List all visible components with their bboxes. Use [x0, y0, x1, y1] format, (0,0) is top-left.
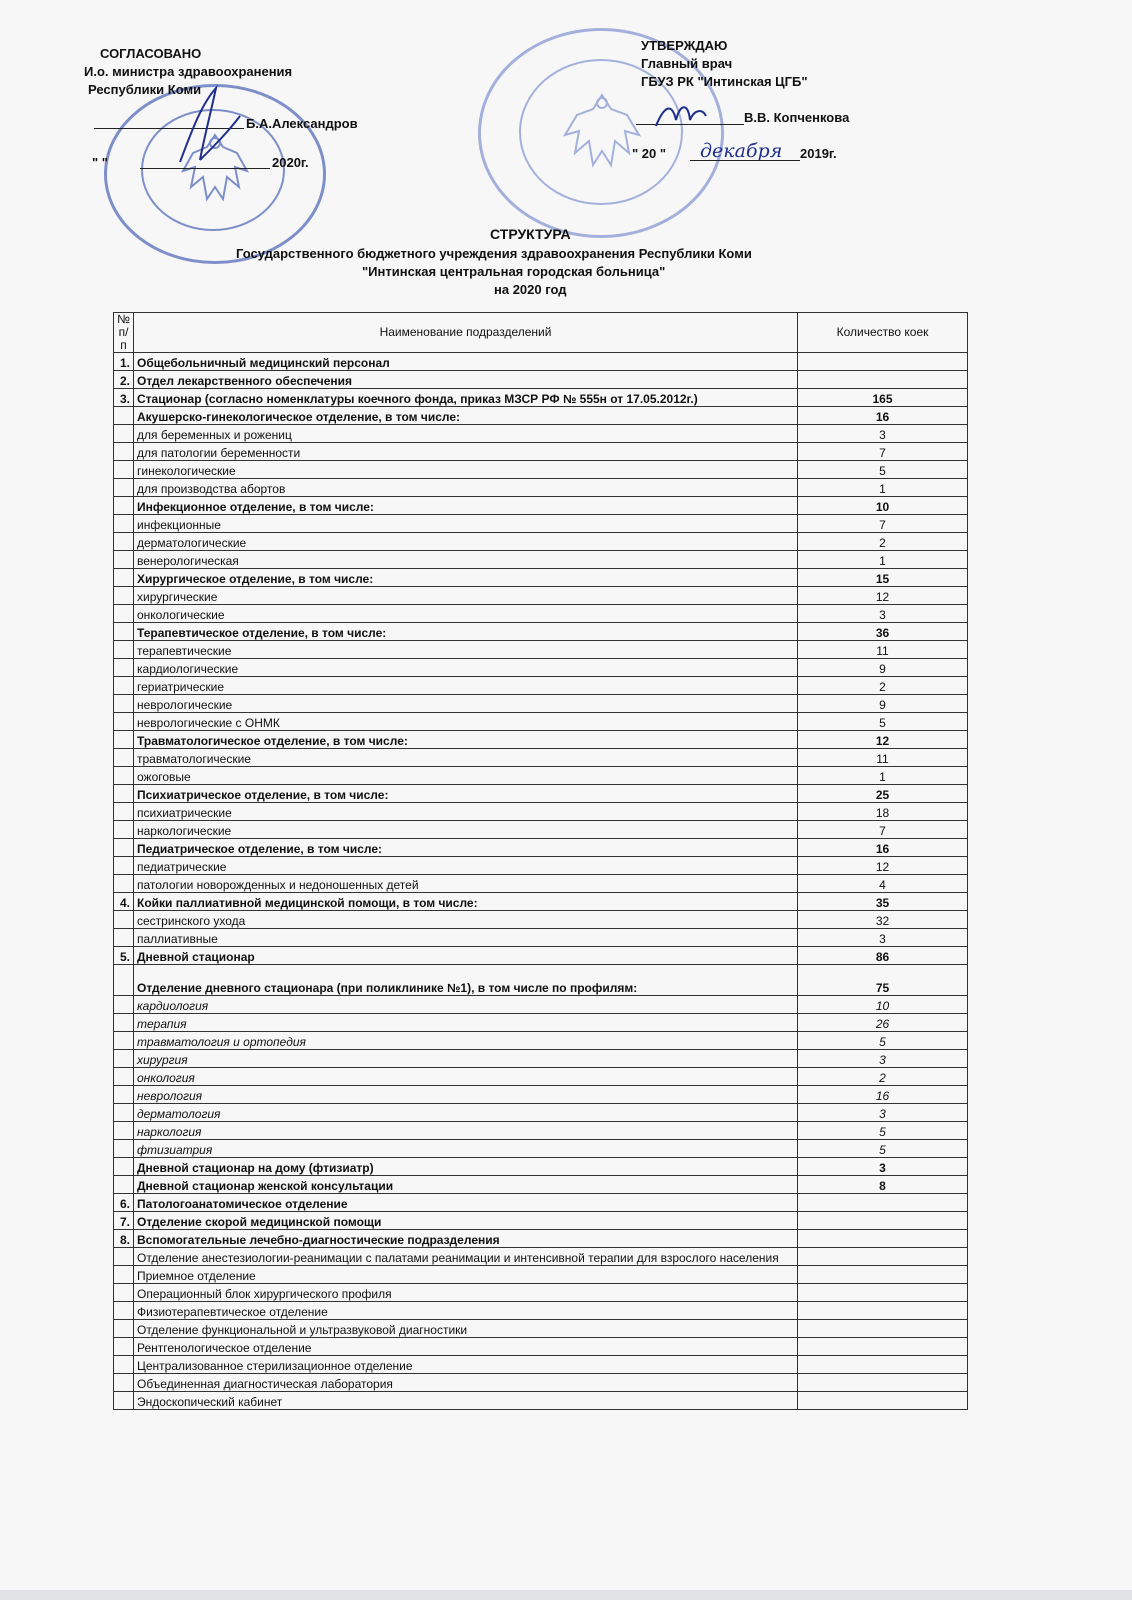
row-number: [114, 551, 134, 569]
table-row: [114, 1230, 968, 1248]
table-row: [114, 1212, 968, 1230]
row-number: [114, 996, 134, 1014]
row-count: 1: [798, 551, 968, 569]
table-row: [114, 857, 968, 875]
table-row: [114, 803, 968, 821]
table-row: [114, 1086, 968, 1104]
agreed-date-line: [140, 168, 270, 169]
row-number: [114, 1356, 134, 1374]
row-number: [114, 1374, 134, 1392]
row-count: 3: [798, 929, 968, 947]
table-row: [114, 641, 968, 659]
row-number: [114, 497, 134, 515]
table-header-row: [114, 313, 968, 353]
row-number: [114, 1158, 134, 1176]
table-row: [114, 497, 968, 515]
row-name: онкология: [134, 1068, 798, 1086]
row-count: 5: [798, 713, 968, 731]
row-name: для беременных и рожениц: [134, 425, 798, 443]
row-number: [114, 839, 134, 857]
row-number: [114, 425, 134, 443]
row-count: 25: [798, 785, 968, 803]
table-row: [114, 1140, 968, 1158]
row-name: Эндоскопический кабинет: [134, 1392, 798, 1410]
row-number: [114, 587, 134, 605]
row-count: 5: [798, 1032, 968, 1050]
row-name: Физиотерапевтическое отделение: [134, 1302, 798, 1320]
table-row: [114, 1194, 968, 1212]
document-subtitle-line1: Государственного бюджетного учреждения здравоохранения Республики Коми: [236, 246, 752, 261]
row-count: 12: [798, 587, 968, 605]
row-number: [114, 713, 134, 731]
header-name: Наименование подразделений: [134, 313, 798, 353]
row-count: 16: [798, 407, 968, 425]
row-count: [798, 1212, 968, 1230]
table-row: [114, 1050, 968, 1068]
row-count: 3: [798, 1050, 968, 1068]
row-number: [114, 929, 134, 947]
row-name: Инфекционное отделение, в том числе:: [134, 497, 798, 515]
row-number: [114, 749, 134, 767]
table-row: [114, 731, 968, 749]
row-number: [114, 569, 134, 587]
structure-table: [113, 312, 968, 1410]
row-name: Отделение анестезиологии-реанимации с палатами реанимации и интенсивной терапии для взрослого населения: [134, 1248, 798, 1266]
row-name: Отделение дневного стационара (при поликлинике №1), в том числе по профилям:: [134, 965, 798, 996]
table-row: [114, 947, 968, 965]
seal-bird-emblem-icon: [557, 87, 647, 183]
row-count: 9: [798, 695, 968, 713]
table-row: [114, 1338, 968, 1356]
row-count: [798, 1230, 968, 1248]
document-title: СТРУКТУРА: [490, 226, 571, 242]
table-row: [114, 1284, 968, 1302]
row-count: 165: [798, 389, 968, 407]
row-count: 3: [798, 605, 968, 623]
row-number: [114, 1014, 134, 1032]
table-row: [114, 1176, 968, 1194]
table-body: [114, 353, 968, 1410]
approved-signature-mark: [650, 96, 710, 136]
table-row: [114, 389, 968, 407]
table-row: [114, 659, 968, 677]
table-row: [114, 533, 968, 551]
row-number: 2.: [114, 371, 134, 389]
table-row: [114, 1374, 968, 1392]
row-number: [114, 695, 134, 713]
row-name: хирургия: [134, 1050, 798, 1068]
row-count: 16: [798, 839, 968, 857]
table-row: [114, 1032, 968, 1050]
row-number: [114, 659, 134, 677]
table-row: [114, 1356, 968, 1374]
table-row: [114, 839, 968, 857]
row-number: [114, 461, 134, 479]
row-name: Вспомогательные лечебно-диагностические подразделения: [134, 1230, 798, 1248]
row-number: 7.: [114, 1212, 134, 1230]
row-name: психиатрические: [134, 803, 798, 821]
table-row: [114, 893, 968, 911]
row-name: Стационар (согласно номенклатуры коечного фонда, приказ МЗСР РФ № 555н от 17.05.2012г.): [134, 389, 798, 407]
table-row: [114, 965, 968, 996]
row-count: [798, 1248, 968, 1266]
approved-date-month: декабря: [700, 140, 783, 162]
table-row: [114, 929, 968, 947]
row-count: 35: [798, 893, 968, 911]
row-number: [114, 407, 134, 425]
row-name: венерологическая: [134, 551, 798, 569]
row-name: хирургические: [134, 587, 798, 605]
row-count: [798, 1356, 968, 1374]
row-name: Отделение функциональной и ультразвуковой диагностики: [134, 1320, 798, 1338]
row-name: сестринского ухода: [134, 911, 798, 929]
agreed-signature-mark: [170, 76, 250, 172]
row-name: педиатрические: [134, 857, 798, 875]
row-name: Дневной стационар: [134, 947, 798, 965]
row-number: [114, 641, 134, 659]
row-name: наркологические: [134, 821, 798, 839]
row-number: [114, 1176, 134, 1194]
row-count: 32: [798, 911, 968, 929]
row-count: 1: [798, 479, 968, 497]
row-count: [798, 1374, 968, 1392]
row-name: Патологоанатомическое отделение: [134, 1194, 798, 1212]
row-count: 18: [798, 803, 968, 821]
document-subtitle-line3: на 2020 год: [494, 282, 567, 297]
row-number: [114, 821, 134, 839]
row-count: 12: [798, 731, 968, 749]
row-name: онкологические: [134, 605, 798, 623]
row-count: 1: [798, 767, 968, 785]
row-count: 3: [798, 425, 968, 443]
row-name: неврологические: [134, 695, 798, 713]
table-row: [114, 767, 968, 785]
table-row: [114, 515, 968, 533]
row-name: гериатрические: [134, 677, 798, 695]
row-count: 5: [798, 461, 968, 479]
table-row: [114, 461, 968, 479]
row-number: [114, 1266, 134, 1284]
row-name: инфекционные: [134, 515, 798, 533]
approved-date-day: " 20 ": [632, 146, 667, 161]
document-subtitle-line2: "Интинская центральная городская больница": [362, 264, 666, 279]
table-row: [114, 695, 968, 713]
row-count: 2: [798, 533, 968, 551]
table-row: [114, 785, 968, 803]
row-number: 1.: [114, 353, 134, 371]
row-number: [114, 1284, 134, 1302]
table-row: [114, 443, 968, 461]
row-count: [798, 1284, 968, 1302]
approved-signer-name: В.В. Копченкова: [744, 110, 850, 125]
row-name: Приемное отделение: [134, 1266, 798, 1284]
row-count: [798, 1338, 968, 1356]
row-name: дерматологические: [134, 533, 798, 551]
table-row: [114, 749, 968, 767]
row-name: Психиатрическое отделение, в том числе:: [134, 785, 798, 803]
table-row: [114, 1104, 968, 1122]
row-count: 26: [798, 1014, 968, 1032]
row-name: Централизованное стерилизационное отделение: [134, 1356, 798, 1374]
table-row: [114, 1122, 968, 1140]
agreed-date-quote: " ": [92, 155, 108, 170]
row-number: [114, 731, 134, 749]
row-name: Терапевтическое отделение, в том числе:: [134, 623, 798, 641]
row-count: 7: [798, 515, 968, 533]
row-name: Объединенная диагностическая лаборатория: [134, 1374, 798, 1392]
row-count: 5: [798, 1122, 968, 1140]
row-name: Педиатрическое отделение, в том числе:: [134, 839, 798, 857]
table-row: [114, 407, 968, 425]
row-name: гинекологические: [134, 461, 798, 479]
row-count: 2: [798, 677, 968, 695]
table-row: [114, 479, 968, 497]
row-count: 8: [798, 1176, 968, 1194]
row-count: 10: [798, 497, 968, 515]
row-number: 3.: [114, 389, 134, 407]
row-count: 16: [798, 1086, 968, 1104]
agreed-signer-name: Б.А.Александров: [246, 116, 358, 131]
table-row: [114, 911, 968, 929]
row-count: 75: [798, 965, 968, 996]
row-count: 11: [798, 641, 968, 659]
row-count: [798, 1302, 968, 1320]
row-count: 36: [798, 623, 968, 641]
table-row: [114, 623, 968, 641]
row-name: наркология: [134, 1122, 798, 1140]
row-count: 11: [798, 749, 968, 767]
row-number: [114, 1140, 134, 1158]
row-number: [114, 479, 134, 497]
row-count: [798, 371, 968, 389]
row-number: [114, 857, 134, 875]
row-name: Дневной стационар женской консультации: [134, 1176, 798, 1194]
agreed-position-line1: И.о. министра здравоохранения: [84, 64, 293, 79]
row-number: [114, 1122, 134, 1140]
row-name: Общебольничный медицинский персонал: [134, 353, 798, 371]
table-row: [114, 371, 968, 389]
table-row: [114, 996, 968, 1014]
row-number: [114, 1086, 134, 1104]
row-number: [114, 1068, 134, 1086]
row-name: Отделение скорой медицинской помощи: [134, 1212, 798, 1230]
row-number: [114, 911, 134, 929]
row-number: [114, 1392, 134, 1410]
row-count: 7: [798, 821, 968, 839]
row-name: патологии новорожденных и недоношенных детей: [134, 875, 798, 893]
row-number: [114, 965, 134, 996]
row-name: Рентгенологическое отделение: [134, 1338, 798, 1356]
row-count: 86: [798, 947, 968, 965]
row-count: 10: [798, 996, 968, 1014]
row-number: [114, 533, 134, 551]
row-name: кардиологические: [134, 659, 798, 677]
row-count: 9: [798, 659, 968, 677]
row-name: травматология и ортопедия: [134, 1032, 798, 1050]
table-row: [114, 425, 968, 443]
row-name: фтизиатрия: [134, 1140, 798, 1158]
approved-date-line: [690, 160, 800, 161]
row-count: 3: [798, 1104, 968, 1122]
table-row: [114, 677, 968, 695]
header-count: Количество коек: [798, 313, 968, 353]
agreed-position-line2: Республики Коми: [88, 82, 202, 97]
row-count: [798, 1320, 968, 1338]
row-count: 3: [798, 1158, 968, 1176]
row-number: 6.: [114, 1194, 134, 1212]
row-name: ожоговые: [134, 767, 798, 785]
row-number: [114, 515, 134, 533]
row-number: [114, 1320, 134, 1338]
row-number: [114, 785, 134, 803]
row-name: кардиология: [134, 996, 798, 1014]
row-name: неврология: [134, 1086, 798, 1104]
row-number: 5.: [114, 947, 134, 965]
table-row: [114, 353, 968, 371]
table-row: [114, 1158, 968, 1176]
row-count: 15: [798, 569, 968, 587]
row-number: [114, 677, 134, 695]
row-name: паллиативные: [134, 929, 798, 947]
row-number: [114, 623, 134, 641]
agreed-date-year: 2020г.: [272, 155, 309, 170]
table-row: [114, 1266, 968, 1284]
table-row: [114, 605, 968, 623]
row-count: [798, 1266, 968, 1284]
table-row: [114, 1014, 968, 1032]
row-count: [798, 353, 968, 371]
row-name: Операционный блок хирургического профиля: [134, 1284, 798, 1302]
scan-edge: [0, 1590, 1132, 1600]
row-name: травматологические: [134, 749, 798, 767]
approved-date-year: 2019г.: [800, 146, 837, 161]
row-name: дерматология: [134, 1104, 798, 1122]
row-name: Травматологическое отделение, в том числе:: [134, 731, 798, 749]
row-name: Койки паллиативной медицинской помощи, в том числе:: [134, 893, 798, 911]
table-row: [114, 551, 968, 569]
row-count: 12: [798, 857, 968, 875]
table-row: [114, 821, 968, 839]
row-number: [114, 1104, 134, 1122]
table-row: [114, 1392, 968, 1410]
row-name: для производства абортов: [134, 479, 798, 497]
table-row: [114, 1320, 968, 1338]
row-number: [114, 605, 134, 623]
table-row: [114, 1248, 968, 1266]
row-number: [114, 767, 134, 785]
row-name: Акушерско-гинекологическое отделение, в том числе:: [134, 407, 798, 425]
row-number: [114, 1338, 134, 1356]
row-name: Дневной стационар на дому (фтизиатр): [134, 1158, 798, 1176]
row-number: [114, 875, 134, 893]
header-number: № п/п: [114, 313, 134, 353]
row-count: 2: [798, 1068, 968, 1086]
table-row: [114, 569, 968, 587]
row-count: [798, 1194, 968, 1212]
row-number: 8.: [114, 1230, 134, 1248]
table-row: [114, 713, 968, 731]
approved-position-line2: ГБУЗ РК "Интинская ЦГБ": [641, 74, 808, 89]
row-name: для патологии беременности: [134, 443, 798, 461]
row-name: Хирургическое отделение, в том числе:: [134, 569, 798, 587]
table-row: [114, 1302, 968, 1320]
approved-heading: УТВЕРЖДАЮ: [641, 38, 728, 53]
agreed-heading: СОГЛАСОВАНО: [100, 46, 202, 61]
row-name: терапевтические: [134, 641, 798, 659]
row-name: Отдел лекарственного обеспечения: [134, 371, 798, 389]
table-row: [114, 875, 968, 893]
table-row: [114, 1068, 968, 1086]
row-count: 5: [798, 1140, 968, 1158]
row-number: [114, 1302, 134, 1320]
row-name: неврологические с ОНМК: [134, 713, 798, 731]
row-name: терапия: [134, 1014, 798, 1032]
row-number: [114, 1248, 134, 1266]
row-number: 4.: [114, 893, 134, 911]
row-number: [114, 803, 134, 821]
table-row: [114, 587, 968, 605]
approved-position-line1: Главный врач: [641, 56, 733, 71]
row-count: 4: [798, 875, 968, 893]
row-number: [114, 1050, 134, 1068]
row-number: [114, 1032, 134, 1050]
row-count: [798, 1392, 968, 1410]
row-number: [114, 443, 134, 461]
row-count: 7: [798, 443, 968, 461]
